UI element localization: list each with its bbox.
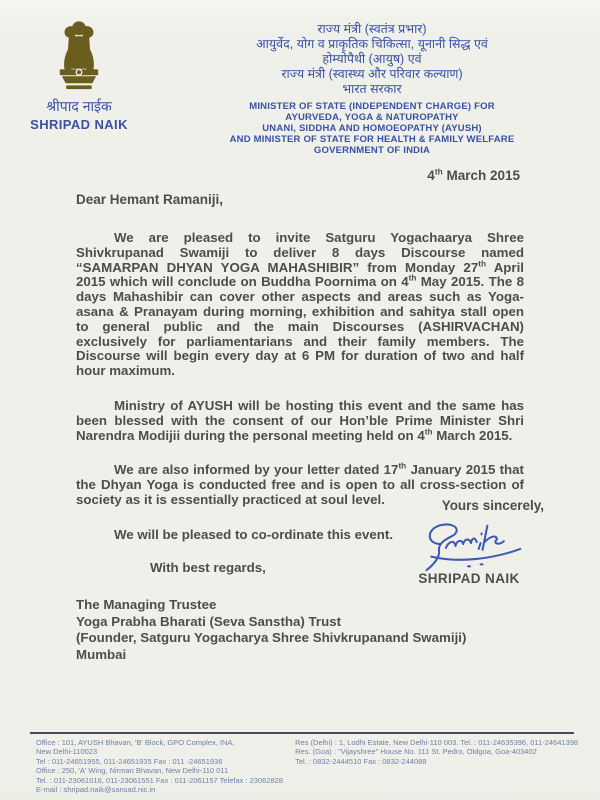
- footer-contact-line: Tel. : 011-23061016, 011-23061551 Fax : 011-2061157 Telefax : 23062828: [36, 775, 284, 785]
- recipient-line: The Managing Trustee: [76, 597, 217, 612]
- recipient-line: Mumbai: [76, 646, 127, 662]
- title-line-hindi: होम्योपैथी (आयुष) एवं: [322, 52, 422, 66]
- recipient-line: Yoga Prabha Bharati (Seva Sanstha) Trust: [76, 613, 342, 629]
- footer-contact-line: Tel : 011-24651955, 011-24651935 Fax : 011 -24651936: [36, 756, 223, 766]
- signature-block: [380, 498, 558, 586]
- letterhead: [0, 0, 600, 156]
- recipient-line: (Founder, Satguru Yogacharya Shree Shivkrupanand Swamiji): [76, 630, 467, 645]
- ashoka-lion-capital-emblem-icon: [55, 18, 103, 94]
- title-line-hindi: राज्य मंत्री (स्वास्थ्य और परिवार कल्याण): [281, 67, 463, 81]
- body-paragraph-3: We are also informed by your letter dated 17th January 2015 that the Dhyan Yoga is conducted free and is open to all cross-section of society as it is essentially practiced at soul level.: [76, 461, 524, 507]
- footer-residence-contacts: [291, 738, 579, 794]
- handwritten-signature-icon: [410, 517, 528, 575]
- body-paragraph-1: We are pleased to invite Satguru Yogachaarya Shree Shivkrupanad Swamiji to deliver 8 days Discourse named “SAMARPAN DHYAN YOGA MAHASHIBIR” from Monday 27th April 2015 which will conclude on Buddha Poornima on 4th May 2015. The 8 days Mahashibir can cover other aspects and areas such as Yoga-asana & Pranayam during morning, exhibition and sahitya stall open to general public and the main Discourses (ASHIRVACHAN) exclusively for parliamentarians and their family members. The Discourse will begin every day at 6 PM for duration of two and half hour maximum.: [76, 230, 524, 379]
- letterhead-left: [0, 16, 158, 152]
- letter-date: 4th March 2015: [427, 166, 520, 183]
- title-line-english: MINISTER OF STATE (INDEPENDENT CHARGE) FOR: [249, 101, 495, 112]
- best-regards-line: With best regards,: [150, 559, 266, 575]
- title-line-english: GOVERNMENT OF INDIA: [313, 145, 431, 156]
- recipient-address-block: [76, 597, 466, 663]
- letterhead-titles: [158, 16, 600, 156]
- title-line-hindi: राज्य मंत्री (स्वतंत्र प्रभार): [317, 22, 427, 36]
- footer-contact-line: New Delhi-110023: [36, 747, 98, 757]
- footer-contact-line: Office : 250, 'A' Wing, Nirman Bhavan, New Delhi-110 011: [36, 766, 229, 776]
- body-paragraph-2: Ministry of AYUSH will be hosting this event and the same has been blessed with the consent of our Hon’ble Prime Minister Shri Narendra Modijii during the personal meeting held on 4th March 2015.: [76, 397, 524, 443]
- contact-footer: [30, 732, 579, 795]
- minister-name-english: SHRIPAD NAIK: [30, 117, 128, 132]
- coordination-line: We will be pleased to co-ordinate this event.: [114, 526, 394, 542]
- footer-contact-line: Tel. : 0832-2444510 Fax : 0832-244088: [295, 756, 427, 766]
- title-line-english: AYURVEDA, YOGA & NATUROPATHY: [285, 112, 459, 123]
- minister-titles-english: [158, 101, 586, 156]
- footer-contact-line: Res (Delhi) : 1, Lodhi Estate, New Delhi-110 003. Tel. : 011-24635396, 011-24641398: [295, 738, 579, 747]
- minister-titles-hindi: [158, 22, 586, 97]
- footer-contact-line: E-mail : shripad.naik@sansad.nic.in: [36, 785, 156, 795]
- title-line-english: AND MINISTER OF STATE FOR HEALTH & FAMILY WELFARE: [229, 134, 515, 145]
- title-line-hindi: आयुर्वेद, योग व प्राकृतिक चिकित्सा, यूनानी सिद्ध एवं: [256, 37, 488, 51]
- minister-name-hindi: श्रीपाद नाईक: [46, 98, 112, 114]
- closing-phrase: Yours sincerely,: [441, 498, 544, 513]
- footer-contact-line: Office : 101, AYUSH Bhavan, 'B' Block, GPO Complex, INA,: [36, 738, 235, 747]
- footer-office-contacts: [30, 738, 291, 794]
- title-line-english: UNANI, SIDDHA AND HOMOEOPATHY (AYUSH): [262, 123, 482, 134]
- salutation: Dear Hemant Ramaniji,: [76, 192, 224, 207]
- signer-name: SHRIPAD NAIK: [418, 571, 520, 586]
- footer-contact-line: Res. (Goa) : "Vijayshree" House No. 111 St. Pedro, Oldgoa, Goa-403402: [295, 747, 537, 757]
- title-line-hindi: भारत सरकार: [342, 82, 402, 96]
